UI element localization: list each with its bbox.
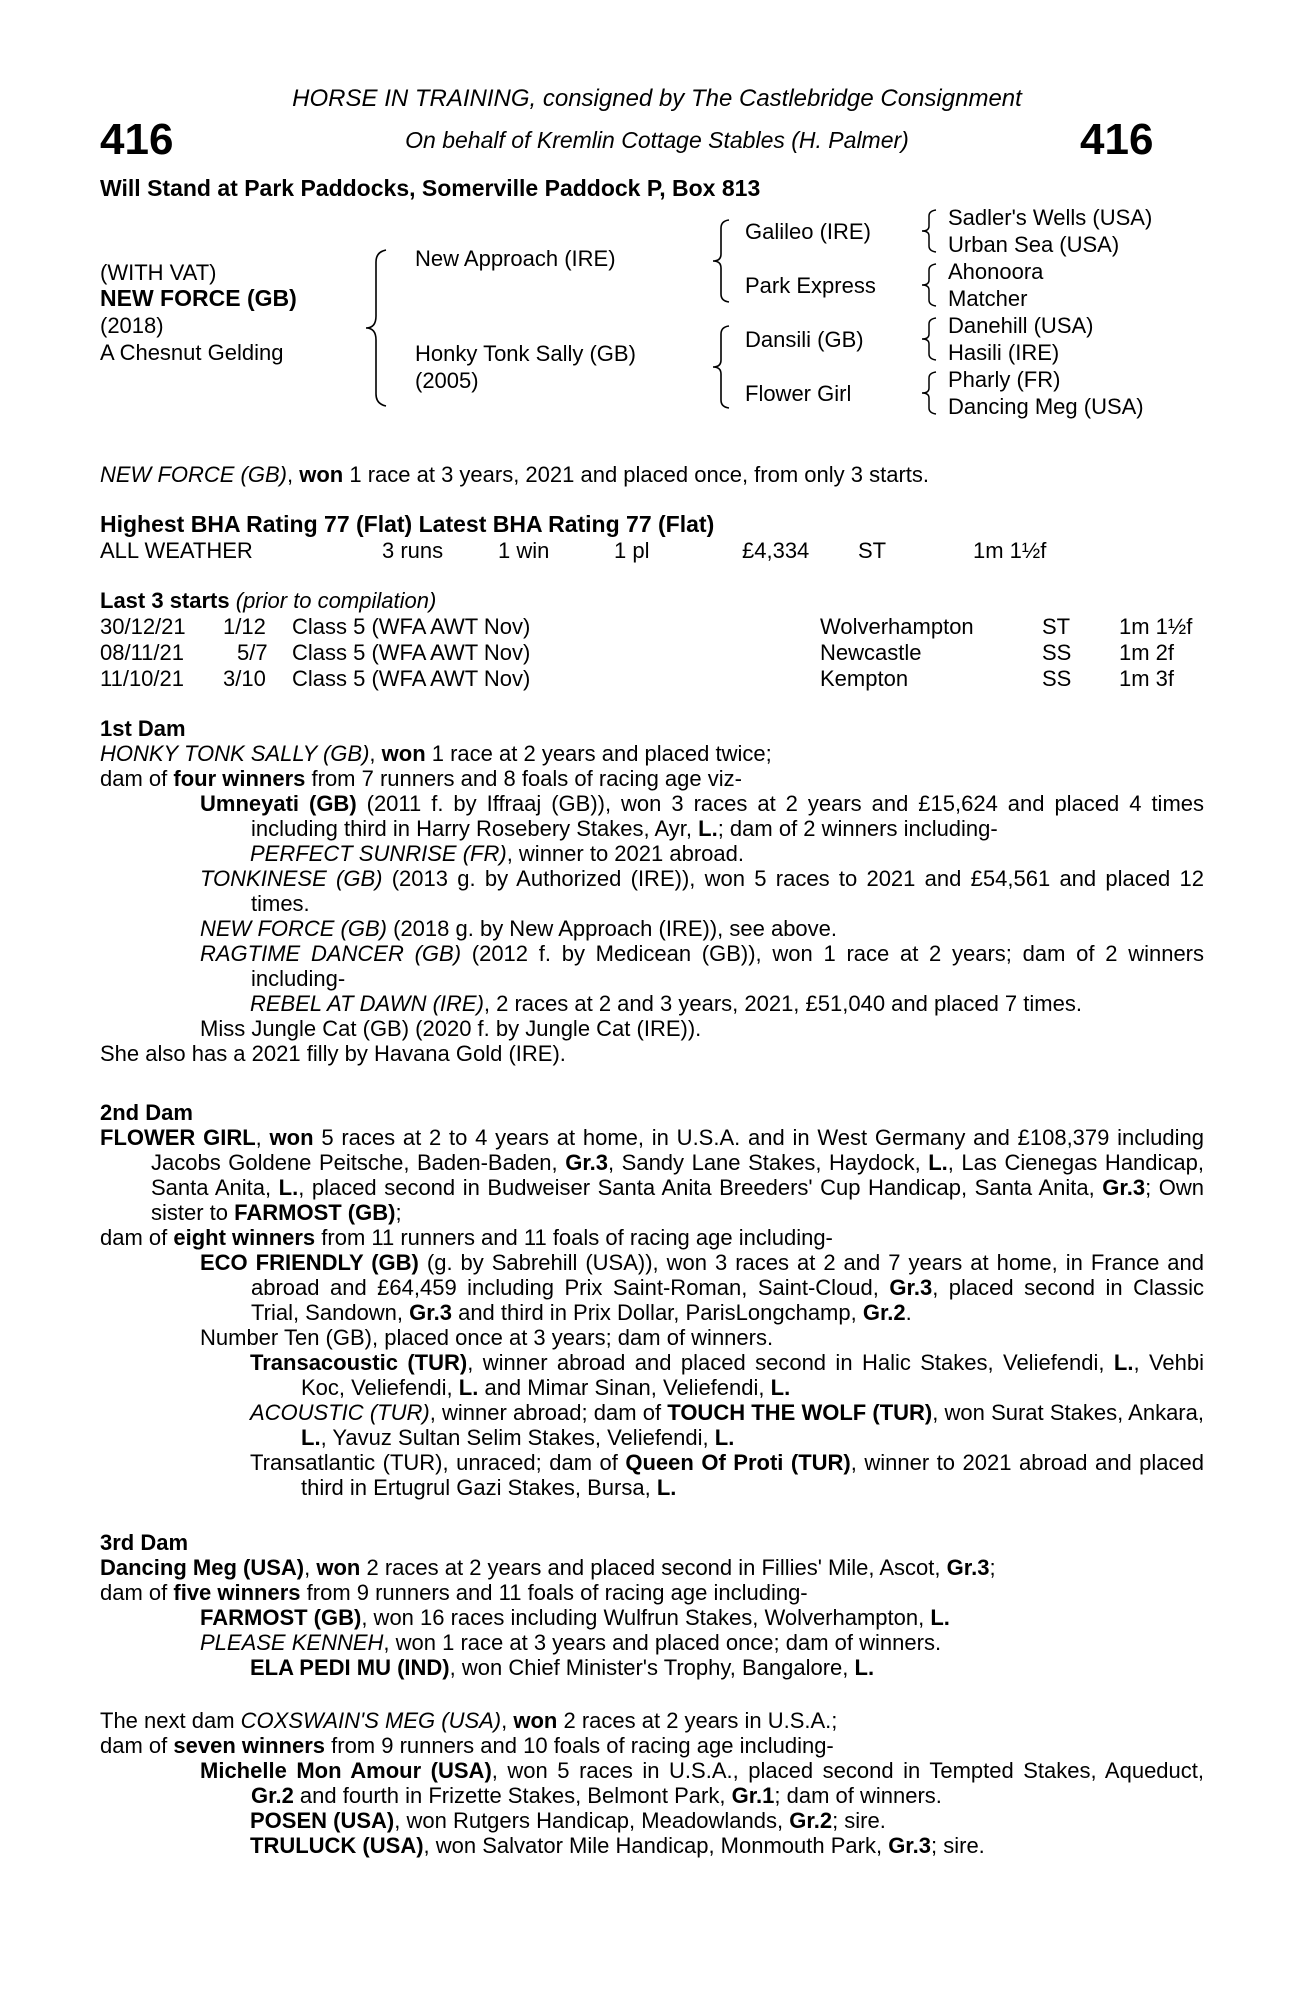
second-dam-grandfoal-acoustic: ACOUSTIC (TUR), winner abroad; dam of TOUCH THE WOLF (TUR), won Surat Stakes, Ankara, L., Yavuz Sultan Selim Stakes, Veliefendi, L.	[250, 1400, 1204, 1450]
start-race: Class 5 (WFA AWT Nov)	[292, 666, 531, 691]
start-date: 08/11/21	[100, 640, 185, 665]
pedigree-ggp-3: Ahonoora	[948, 259, 1044, 284]
rating-earnings: £4,334	[742, 538, 810, 563]
third-dam-produce: dam of five winners from 9 runners and 11 foals of racing age including-	[100, 1580, 808, 1605]
start-distance: 1m 1½f	[1119, 614, 1193, 639]
pedigree-brace-flower-girl	[920, 370, 940, 416]
first-dam-note: She also has a 2021 filly by Havana Gold (IRE).	[100, 1041, 566, 1066]
third-dam-grandfoal-ela-pedi-mu: ELA PEDI MU (IND), won Chief Minister's Trophy, Bangalore, L.	[250, 1655, 875, 1680]
first-dam-grandfoal-rebel-at-dawn: REBEL AT DAWN (IRE), 2 races at 2 and 3 years, 2021, £51,040 and placed 7 times.	[250, 991, 1082, 1016]
pedigree-grandsire-1: Galileo (IRE)	[745, 219, 871, 244]
third-dam-foal-farmost: FARMOST (GB), won 16 races including Wulfrun Stakes, Wolverhampton, L.	[200, 1605, 950, 1630]
start-race: Class 5 (WFA AWT Nov)	[292, 640, 531, 665]
start-course: Wolverhampton	[820, 614, 974, 639]
first-dam-foal-new-force: NEW FORCE (GB) (2018 g. by New Approach (IRE)), see above.	[200, 916, 838, 941]
start-position: 3/10	[223, 666, 266, 691]
pedigree-brace-dansili	[920, 316, 940, 362]
rating-surface: ALL WEATHER	[100, 538, 253, 563]
first-dam-heading: 1st Dam	[100, 716, 186, 741]
second-dam-grandfoal-transacoustic: Transacoustic (TUR), winner abroad and placed second in Halic Stakes, Veliefendi, L., Vehbi Koc, Veliefendi, L. and Mimar Sinan, Veliefendi, L.	[250, 1350, 1205, 1400]
second-dam-heading: 2nd Dam	[100, 1100, 193, 1125]
pedigree-ggp-2: Urban Sea (USA)	[948, 232, 1120, 257]
start-race: Class 5 (WFA AWT Nov)	[292, 614, 531, 639]
pedigree-brace-park-express	[920, 262, 940, 308]
rating-distance: 1m 1½f	[973, 538, 1047, 563]
rating-runs: 3 runs	[382, 538, 444, 563]
pedigree-ggp-5: Danehill (USA)	[948, 313, 1094, 338]
start-course: Kempton	[820, 666, 909, 691]
last-starts-heading: Last 3 starts (prior to compilation)	[100, 588, 437, 613]
pedigree-brace-galileo	[920, 208, 940, 254]
second-dam-record: FLOWER GIRL, won 5 races at 2 to 4 years at home, in U.S.A. and in West Germany and £108,379 including Jacobs Goldene Peitsche, Baden-Baden, Gr.3, Sandy Lane Stakes, Haydock, L., Las Cienegas Handicap, Santa Anita, L., placed second in Budweiser Santa Anita Breeders' Cup Handicap, Santa Anita, Gr.3; Own sister to FARMOST (GB);	[100, 1125, 1205, 1225]
next-dam-grandfoal-truluck: TRULUCK (USA), won Salvator Mile Handicap, Monmouth Park, Gr.3; sire.	[250, 1833, 985, 1858]
pedigree-brace-dam	[711, 324, 735, 410]
second-dam-section	[100, 1100, 1204, 1500]
pedigree-granddam-1: Park Express	[745, 273, 876, 298]
horse-name: NEW FORCE (GB)	[100, 285, 297, 311]
pedigree-ggp-6: Hasili (IRE)	[948, 340, 1060, 365]
first-dam-foal-miss-jungle-cat: Miss Jungle Cat (GB) (2020 f. by Jungle Cat (IRE)).	[200, 1016, 702, 1041]
lot-number-left: 416	[100, 115, 174, 164]
second-dam-grandfoal-transatlantic: Transatlantic (TUR), unraced; dam of Queen Of Proti (TUR), winner to 2021 abroad and placed third in Ertugrul Gazi Stakes, Bursa, L.	[250, 1450, 1205, 1500]
pedigree-grandsire-2: Dansili (GB)	[745, 327, 864, 352]
horse-description: A Chesnut Gelding	[100, 340, 284, 365]
pedigree-dam-year: (2005)	[415, 368, 479, 393]
third-dam-foal-please-kenneh: PLEASE KENNEH, won 1 race at 3 years and placed once; dam of winners.	[200, 1630, 942, 1655]
first-dam-grandfoal-perfect-sunrise: PERFECT SUNRISE (FR), winner to 2021 abroad.	[250, 841, 744, 866]
pedigree-ggp-1: Sadler's Wells (USA)	[948, 205, 1153, 230]
start-distance: 1m 3f	[1119, 666, 1175, 691]
on-behalf-line: On behalf of Kremlin Cottage Stables (H. Palmer)	[405, 127, 909, 153]
lot-number-right: 416	[1080, 115, 1154, 164]
start-surface: SS	[1042, 666, 1072, 691]
rating-wins: 1 win	[498, 538, 550, 563]
start-date: 30/12/21	[100, 614, 186, 639]
consignor-line: HORSE IN TRAINING, consigned by The Castlebridge Consignment	[292, 85, 1022, 112]
next-dam-grandfoal-posen: POSEN (USA), won Rutgers Handicap, Meadowlands, Gr.2; sire.	[250, 1808, 886, 1833]
start-surface: ST	[1042, 614, 1071, 639]
first-dam-foal-umneyati: Umneyati (GB) (2011 f. by Iffraaj (GB)), won 3 races at 2 years and £15,624 and placed 4 times including third in Harry Rosebery Stakes, Ayr, L.; dam of 2 winners including-	[200, 791, 1205, 841]
pedigree-ggp-4: Matcher	[948, 286, 1028, 311]
first-dam-section	[100, 716, 1204, 1066]
second-dam-produce: dam of eight winners from 11 runners and 11 foals of racing age including-	[100, 1225, 833, 1250]
pedigree-ggp-7: Pharly (FR)	[948, 367, 1061, 392]
next-dam-produce: dam of seven winners from 9 runners and 10 foals of racing age including-	[100, 1733, 834, 1758]
first-dam-foal-ragtime-dancer: RAGTIME DANCER (GB) (2012 f. by Medicean (GB)), won 1 race at 2 years; dam of 2 winners including-	[200, 941, 1205, 991]
start-position: 5/7	[237, 640, 268, 665]
third-dam-section	[100, 1530, 1204, 1680]
start-date: 11/10/21	[100, 666, 185, 691]
rating-going: ST	[858, 538, 887, 563]
stand-location: Will Stand at Park Paddocks, Somerville Paddock P, Box 813	[100, 175, 761, 201]
first-dam-produce: dam of four winners from 7 runners and 8 foals of racing age viz-	[100, 766, 742, 791]
first-dam-foal-tonkinese: TONKINESE (GB) (2013 g. by Authorized (IRE)), won 5 races to 2021 and £54,561 and placed 12 times.	[200, 866, 1204, 916]
summary-horse-name: NEW FORCE (GB)	[100, 462, 287, 487]
rating-placed: 1 pl	[614, 538, 650, 563]
pedigree-granddam-2: Flower Girl	[745, 381, 852, 406]
race-summary: NEW FORCE (GB), won 1 race at 3 years, 2021 and placed once, from only 3 starts.	[100, 462, 930, 487]
horse-year: (2018)	[100, 313, 164, 338]
next-dam-foal-michelle-mon-amour: Michelle Mon Amour (USA), won 5 races in U.S.A., placed second in Tempted Stakes, Aqueduct, Gr.2 and fourth in Frizette Stakes, Belmont Park, Gr.1; dam of winners.	[200, 1758, 1205, 1808]
vat-status: (WITH VAT)	[100, 260, 217, 285]
start-distance: 1m 2f	[1119, 640, 1175, 665]
next-dam-section	[100, 1708, 1204, 1858]
pedigree-ggp-8: Dancing Meg (USA)	[948, 394, 1144, 419]
first-dam-intro: HONKY TONK SALLY (GB), won 1 race at 2 years and placed twice;	[100, 741, 772, 766]
second-dam-foal-eco-friendly: ECO FRIENDLY (GB) (g. by Sabrehill (USA)), won 3 races at 2 and 7 years at home, in France and abroad and £64,459 including Prix Saint-Roman, Saint-Cloud, Gr.3, placed second in Classic Trial, Sandown, Gr.3 and third in Prix Dollar, ParisLongchamp, Gr.2.	[200, 1250, 1204, 1325]
start-surface: SS	[1042, 640, 1072, 665]
third-dam-heading: 3rd Dam	[100, 1530, 189, 1555]
next-dam-record: The next dam COXSWAIN'S MEG (USA), won 2 races at 2 years in U.S.A.;	[100, 1708, 838, 1733]
pedigree-brace-main	[364, 248, 394, 408]
pedigree-brace-sire	[711, 218, 735, 304]
pedigree-sire: New Approach (IRE)	[415, 246, 616, 271]
start-position: 1/12	[223, 614, 266, 639]
bha-rating-title: Highest BHA Rating 77 (Flat) Latest BHA Rating 77 (Flat)	[100, 511, 715, 537]
start-course: Newcastle	[820, 640, 922, 665]
second-dam-foal-number-ten: Number Ten (GB), placed once at 3 years; dam of winners.	[200, 1325, 774, 1350]
third-dam-record: Dancing Meg (USA), won 2 races at 2 years and placed second in Fillies' Mile, Ascot, Gr.3;	[100, 1555, 996, 1580]
pedigree-dam: Honky Tonk Sally (GB)	[415, 341, 636, 366]
